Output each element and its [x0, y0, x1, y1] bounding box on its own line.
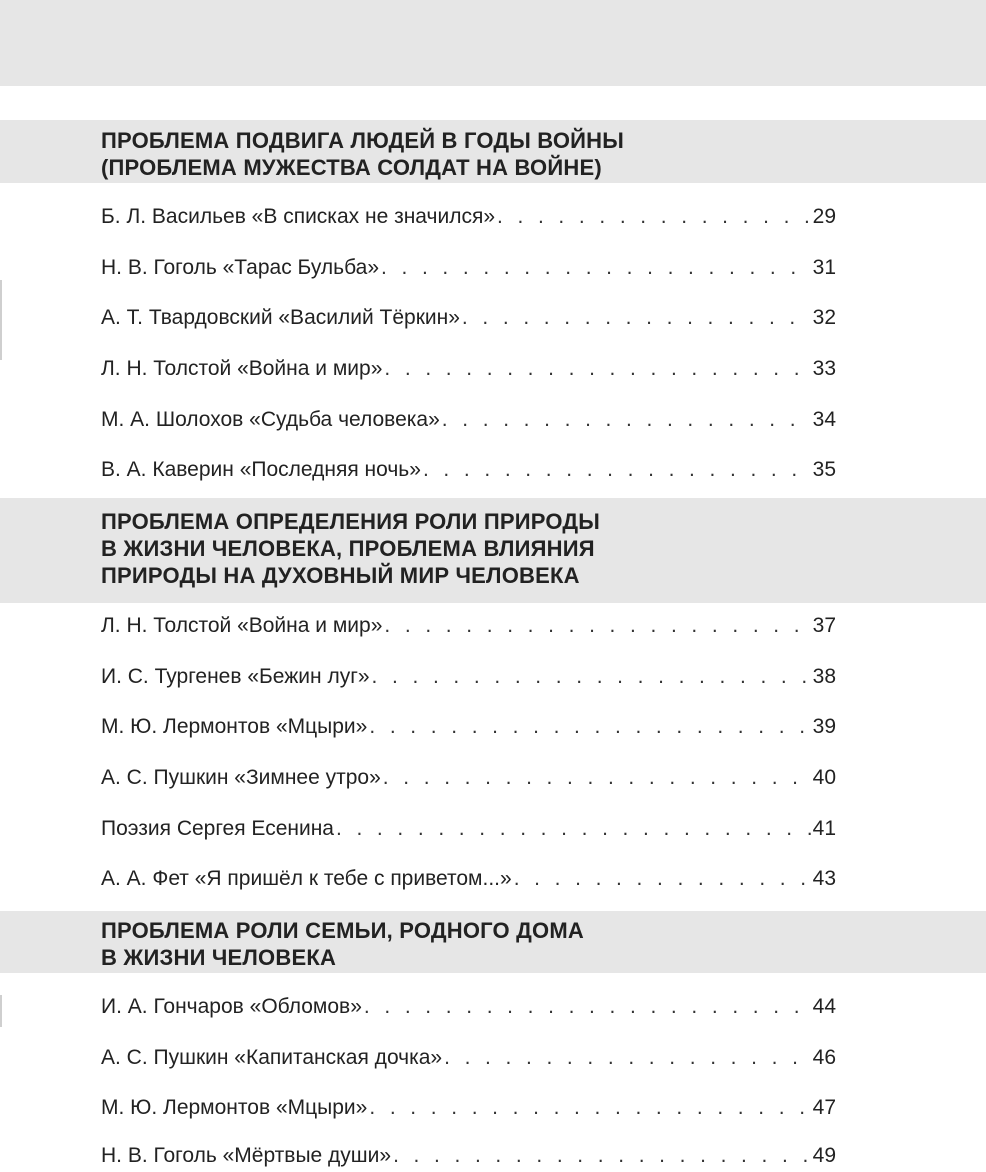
toc-entry-page: 40 — [812, 766, 836, 789]
toc-entry[interactable] — [101, 303, 836, 333]
toc-entry-title: Н. В. Гоголь «Тарас Бульба» — [101, 256, 379, 279]
toc-entry-title: Поэзия Сергея Есенина — [101, 817, 334, 840]
section-title — [101, 917, 986, 971]
toc-entry-page: 29 — [812, 205, 836, 228]
toc-entry-title: М. Ю. Лермонтов «Мцыри» — [101, 715, 368, 738]
margin-mark — [0, 995, 2, 1027]
toc-entry-title: М. А. Шолохов «Судьба человека» — [101, 408, 440, 431]
dot-leader — [393, 1141, 811, 1171]
toc-entry[interactable] — [101, 405, 836, 435]
section-title-line: В ЖИЗНИ ЧЕЛОВЕКА — [101, 945, 337, 970]
dot-leader — [442, 405, 811, 435]
toc-entry-title: А. С. Пушкин «Зимнее утро» — [101, 766, 381, 789]
toc-entry[interactable] — [101, 662, 836, 692]
toc-entry[interactable] — [101, 864, 836, 894]
toc-entry-page: 32 — [812, 306, 836, 329]
toc-entry-title: А. А. Фет «Я пришёл к тебе с приветом...» — [101, 867, 512, 890]
toc-entry[interactable] — [101, 354, 836, 384]
toc-entry[interactable] — [101, 611, 836, 641]
dot-leader — [497, 202, 811, 232]
section-title-line: В ЖИЗНИ ЧЕЛОВЕКА, ПРОБЛЕМА ВЛИЯНИЯ — [101, 536, 595, 561]
page-top-band — [0, 0, 986, 86]
toc-entry-page: 43 — [812, 867, 836, 890]
toc-entry-title: М. Ю. Лермонтов «Мцыри» — [101, 1096, 368, 1119]
toc-entry-title: И. С. Тургенев «Бежин луг» — [101, 665, 370, 688]
dot-leader — [384, 354, 810, 384]
section-title-line: ПРОБЛЕМА ОПРЕДЕЛЕНИЯ РОЛИ ПРИРОДЫ — [101, 509, 600, 534]
dot-leader — [369, 1093, 810, 1123]
section-title-line: (ПРОБЛЕМА МУЖЕСТВА СОЛДАТ НА ВОЙНЕ) — [101, 155, 602, 180]
toc-entry-page: 41 — [812, 817, 836, 840]
toc-entry-title: В. А. Каверин «Последняя ночь» — [101, 458, 421, 481]
toc-entry[interactable] — [101, 1141, 836, 1171]
toc-entry[interactable] — [101, 814, 836, 844]
dot-leader — [381, 253, 811, 283]
section-title-line: ПРОБЛЕМА РОЛИ СЕМЬИ, РОДНОГО ДОМА — [101, 918, 584, 943]
toc-entry-page: 38 — [812, 665, 836, 688]
toc-entry-page: 47 — [812, 1096, 836, 1119]
section-title — [101, 127, 986, 181]
toc-entry[interactable] — [101, 992, 836, 1022]
toc-entry-title: И. А. Гончаров «Обломов» — [101, 995, 362, 1018]
toc-entry[interactable] — [101, 763, 836, 793]
dot-leader — [383, 763, 811, 793]
toc-entry[interactable] — [101, 1093, 836, 1123]
toc-entry-title: А. С. Пушкин «Капитанская дочка» — [101, 1046, 443, 1069]
toc-entry-page: 49 — [812, 1144, 836, 1167]
toc-entry[interactable] — [101, 712, 836, 742]
margin-mark — [0, 280, 2, 360]
toc-entry[interactable] — [101, 1043, 836, 1073]
toc-entry-title: Н. В. Гоголь «Мёртвые души» — [101, 1144, 392, 1167]
section-header-family — [0, 911, 986, 973]
dot-leader — [369, 712, 810, 742]
toc-entry[interactable] — [101, 253, 836, 283]
section-header-heroism — [0, 120, 986, 183]
dot-leader — [423, 455, 811, 485]
section-header-nature — [0, 498, 986, 603]
section-title — [101, 508, 986, 589]
toc-entry[interactable] — [101, 455, 836, 485]
toc-entry-page: 33 — [812, 357, 836, 380]
toc-entry-page: 44 — [812, 995, 836, 1018]
toc-entry-page: 37 — [812, 614, 836, 637]
toc-entry-page: 46 — [812, 1046, 836, 1069]
section-title-line: ПРОБЛЕМА ПОДВИГА ЛЮДЕЙ В ГОДЫ ВОЙНЫ — [101, 128, 624, 153]
dot-leader — [462, 303, 811, 333]
toc-entry-page: 34 — [812, 408, 836, 431]
dot-leader — [444, 1043, 811, 1073]
dot-leader — [384, 611, 810, 641]
toc-entry[interactable] — [101, 202, 836, 232]
toc-entry-title: Л. Н. Толстой «Война и мир» — [101, 357, 383, 380]
section-title-line: ПРИРОДЫ НА ДУХОВНЫЙ МИР ЧЕЛОВЕКА — [101, 563, 580, 588]
toc-entry-page: 39 — [812, 715, 836, 738]
dot-leader — [336, 814, 811, 844]
dot-leader — [364, 992, 811, 1022]
toc-entry-title: Б. Л. Васильев «В списках не значился» — [101, 205, 495, 228]
dot-leader — [372, 662, 811, 692]
toc-entry-title: А. Т. Твардовский «Василий Тёркин» — [101, 306, 460, 329]
toc-entry-title: Л. Н. Толстой «Война и мир» — [101, 614, 383, 637]
dot-leader — [514, 864, 811, 894]
toc-entry-page: 35 — [812, 458, 836, 481]
toc-entry-page: 31 — [812, 256, 836, 279]
